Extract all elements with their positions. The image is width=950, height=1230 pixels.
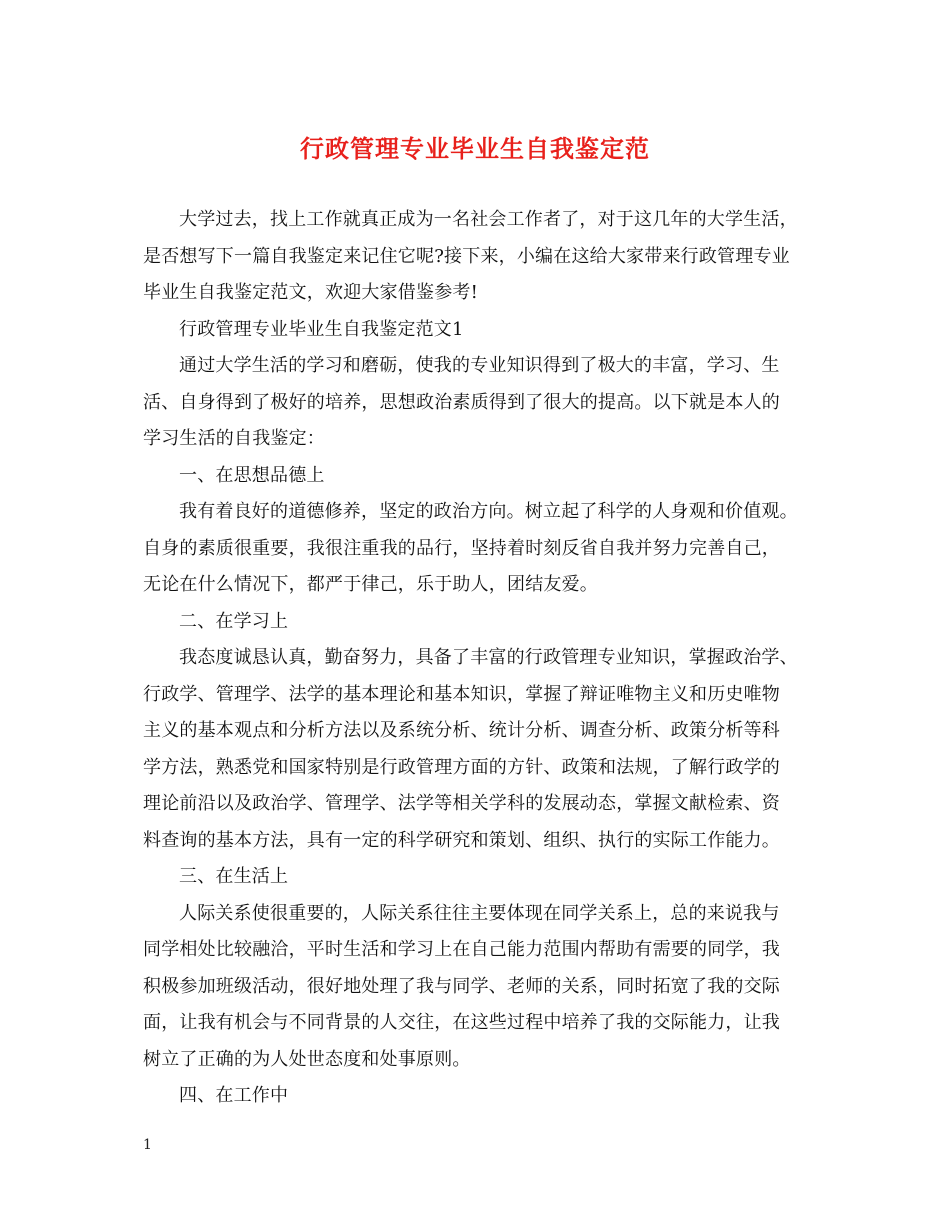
paragraph-morality: 我有着良好的道德修养，坚定的政治方向。树立起了科学的人身观和价值观。 自身的素质很重要，我很注重我的品行，坚持着时刻反省自我并努力完善自己， 无论在什么情况下，都严于律己，乐于助人，团结友爱。 (143, 501, 798, 595)
document-body (143, 202, 833, 1115)
paragraph-sample-heading: 行政管理专业毕业生自我鉴定范文1 (179, 318, 464, 340)
section-heading-work: 四、在工作中 (179, 1085, 289, 1106)
paragraph-life: 人际关系使很重要的，人际关系往往主要体现在同学关系上，总的来说我与 同学相处比较融洽，平时生活和学习上在自己能力范围内帮助有需要的同学，我 积极参加班级活动，很好地处理了我与同学、老师的关系，同时拓宽了我的交际 面，让我有机会与不同背景的人交往，在这些过程中培养了我的交际能力，让我 树立了正确的为人处世态度和处事原则。 (143, 902, 780, 1070)
section-heading-morality: 一、在思想品德上 (179, 464, 325, 486)
paragraph-intro: 大学过去，找上工作就真正成为一名社会工作者了，对于这几年的大学生活， 是否想写下一篇自我鉴定来记住它呢?接下来，小编在这给大家带来行政管理专业 毕业生自我鉴定范文，欢迎大家借鉴参考! (143, 209, 798, 303)
paragraph-study: 我态度诚恳认真，勤奋努力，具备了丰富的行政管理专业知识，掌握政治学、 行政学、管理学、法学的基本理论和基本知识，掌握了辩证唯物主义和历史唯物 主义的基本观点和分析方法以及系统分析、统计分析、调查分析、政策分析等科 学方法，熟悉党和国家特别是行政管理方面的方针、政策和法规，了解行政学的 理论前沿以及政治学、管理学、法学等相关学科的发展动态，掌握文献检索、资 料查询的基本方法，具有一定的科学研究和策划、组织、执行的实际工作能力。 (143, 647, 798, 851)
paragraph-overview: 通过大学生活的学习和磨砺，使我的专业知识得到了极大的丰富，学习、生 活、自身得到了极好的培养，思想政治素质得到了很大的提高。以下就是本人的 学习生活的自我鉴定： (143, 355, 780, 449)
document-title: 行政管理专业毕业生自我鉴定范 (300, 134, 650, 163)
section-heading-study: 二、在学习上 (179, 610, 289, 632)
section-heading-life: 三、在生活上 (179, 866, 289, 887)
page-number: 1 (143, 1137, 152, 1153)
